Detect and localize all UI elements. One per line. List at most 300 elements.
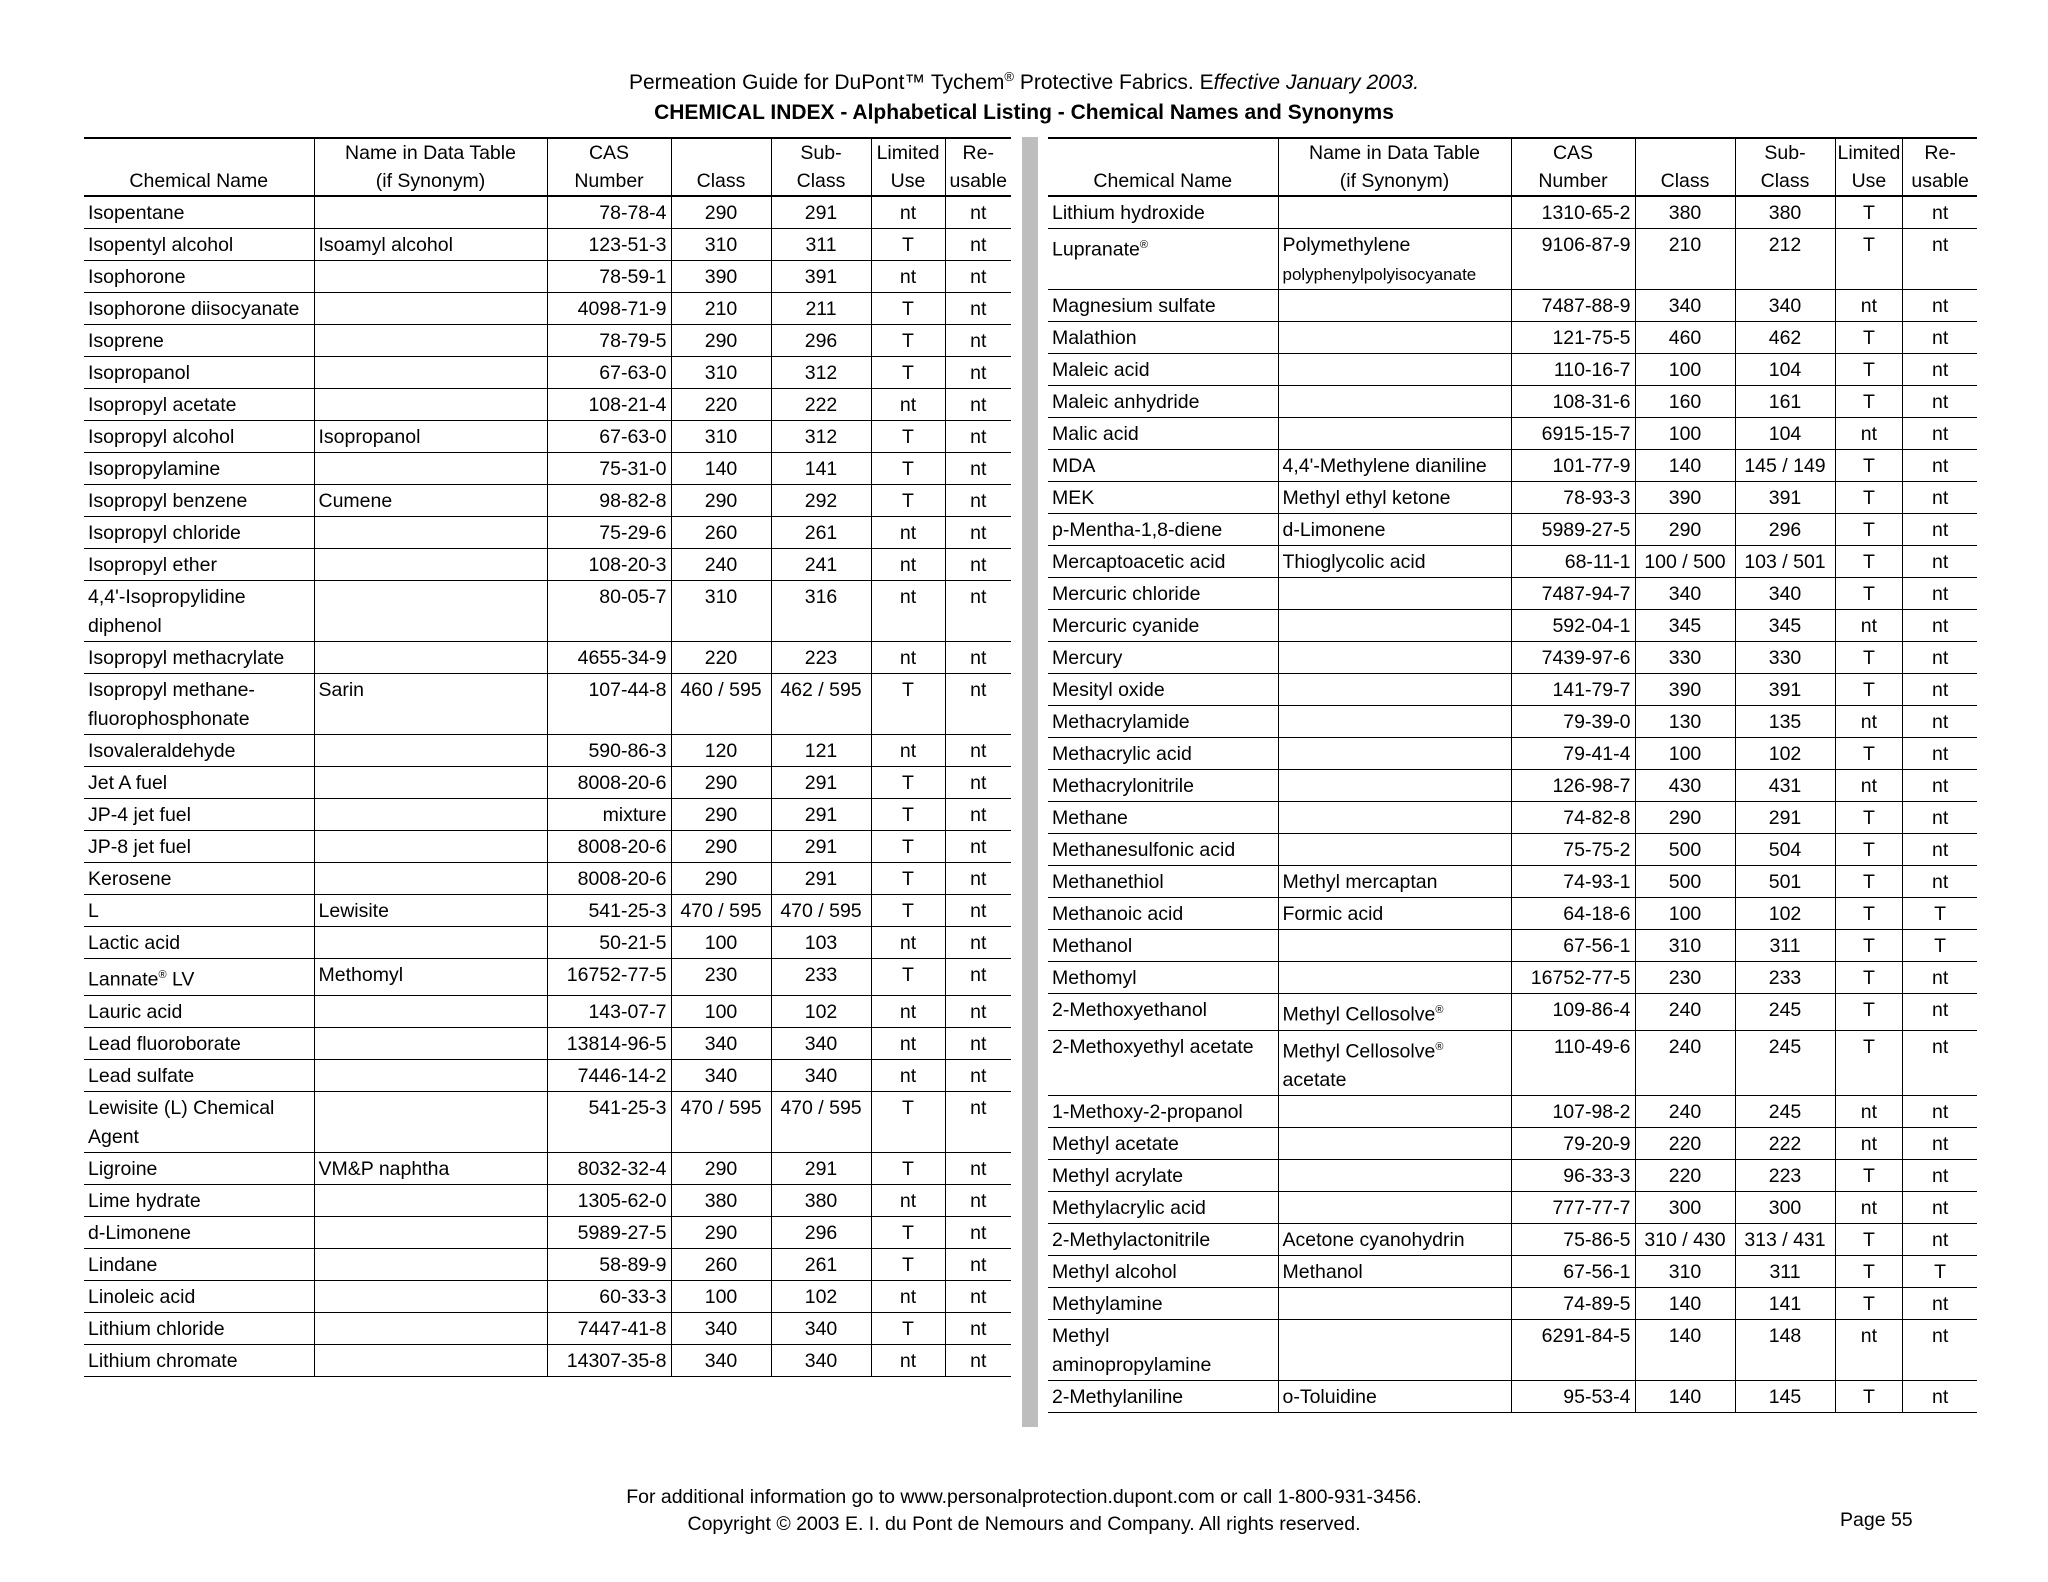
class-cell: 100 — [1635, 898, 1735, 930]
reusable-cell: nt — [945, 831, 1011, 863]
class-cell: 380 — [671, 1184, 771, 1216]
synonym-cell — [1278, 674, 1511, 706]
sub-class-cell: 291 — [771, 831, 871, 863]
limited-use-cell: nt — [871, 735, 945, 767]
registered-mark: ® — [1435, 1004, 1444, 1016]
class-cell: 310 — [1635, 1256, 1735, 1288]
chemical-name-cell: Lead sulfate — [84, 1059, 314, 1091]
reusable-cell: nt — [1903, 229, 1977, 290]
class-cell: 290 — [671, 863, 771, 895]
limited-use-cell: T — [1835, 1381, 1903, 1413]
sub-class-cell: 470 / 595 — [771, 1091, 871, 1152]
cas-number-cell: 78-79-5 — [547, 325, 671, 357]
synonym-cell: Polymethylene polyphenylpolyisocyanate — [1278, 229, 1511, 290]
table-row — [84, 1152, 1011, 1184]
class-cell: 500 — [1635, 834, 1735, 866]
class-cell: 290 — [671, 325, 771, 357]
synonym-cell — [314, 1184, 547, 1216]
table-row — [1048, 290, 1977, 322]
class-cell: 220 — [1635, 1128, 1735, 1160]
sub-class-cell: 102 — [1735, 898, 1835, 930]
cas-number-cell: 141-79-7 — [1511, 674, 1635, 706]
reusable-cell: nt — [1903, 482, 1977, 514]
reusable-cell: nt — [1903, 354, 1977, 386]
cas-number-cell: 75-75-2 — [1511, 834, 1635, 866]
reusable-cell: nt — [945, 581, 1011, 642]
reusable-cell: nt — [1903, 514, 1977, 546]
limited-use-cell: T — [1835, 1030, 1903, 1096]
sub-class-cell: 245 — [1735, 994, 1835, 1031]
header-row — [1048, 138, 1977, 196]
limited-use-cell: T — [871, 293, 945, 325]
class-cell: 310 — [671, 357, 771, 389]
limited-use-cell: nt — [871, 1280, 945, 1312]
sub-class-cell: 313 / 431 — [1735, 1224, 1835, 1256]
class-cell: 340 — [671, 1312, 771, 1344]
synonym-cell — [314, 1027, 547, 1059]
sub-class-cell: 233 — [1735, 962, 1835, 994]
page-header — [0, 62, 2048, 128]
limited-use-cell: T — [1835, 1224, 1903, 1256]
class-cell: 390 — [671, 261, 771, 293]
table-row — [1048, 738, 1977, 770]
sub-class-cell: 291 — [1735, 802, 1835, 834]
table-row — [1048, 1160, 1977, 1192]
chemical-name-cell: d-Limonene — [84, 1216, 314, 1248]
limited-use-cell: T — [871, 453, 945, 485]
table-row — [84, 1027, 1011, 1059]
cas-number-cell: 777-77-7 — [1511, 1192, 1635, 1224]
reusable-cell: nt — [1903, 1381, 1977, 1413]
table-row — [84, 642, 1011, 674]
limited-use-cell: T — [1835, 994, 1903, 1031]
table-row — [1048, 1224, 1977, 1256]
sub-class-cell: 261 — [771, 1248, 871, 1280]
reusable-cell: nt — [1903, 770, 1977, 802]
chemical-name-cell: Isopentyl alcohol — [84, 229, 314, 261]
cas-number-cell: 78-93-3 — [1511, 482, 1635, 514]
class-cell: 100 — [1635, 354, 1735, 386]
cas-number-cell: 5989-27-5 — [547, 1216, 671, 1248]
cas-number-cell: mixture — [547, 799, 671, 831]
synonym-cell: Methyl Cellosolve® acetate — [1278, 1030, 1511, 1096]
class-cell: 100 — [671, 1280, 771, 1312]
cas-number-cell: 7487-94-7 — [1511, 578, 1635, 610]
class-cell: 390 — [1635, 674, 1735, 706]
class-cell: 500 — [1635, 866, 1735, 898]
sub-class-cell: 103 — [771, 927, 871, 959]
table-row — [1048, 1030, 1977, 1096]
limited-use-cell: T — [871, 1152, 945, 1184]
chemical-name-cell: Lewisite (L) Chemical Agent — [84, 1091, 314, 1152]
synonym-cell — [314, 735, 547, 767]
synonym-cell — [314, 995, 547, 1027]
col-header-chemical-name: Chemical Name — [84, 138, 314, 196]
class-cell: 380 — [1635, 196, 1735, 229]
chemical-name-cell: Isopropyl ether — [84, 549, 314, 581]
sub-class-cell: 311 — [1735, 1256, 1835, 1288]
table-row — [1048, 994, 1977, 1031]
limited-use-cell: nt — [871, 1344, 945, 1376]
class-cell: 310 — [671, 581, 771, 642]
limited-use-cell: nt — [871, 1027, 945, 1059]
sub-class-cell: 296 — [1735, 514, 1835, 546]
sub-class-cell: 340 — [1735, 290, 1835, 322]
synonym-cell — [1278, 386, 1511, 418]
table-row — [1048, 834, 1977, 866]
table-row — [1048, 578, 1977, 610]
limited-use-cell: nt — [871, 196, 945, 229]
table-row — [1048, 514, 1977, 546]
limited-use-cell: nt — [871, 549, 945, 581]
limited-use-cell: T — [1835, 898, 1903, 930]
class-cell: 140 — [1635, 1320, 1735, 1381]
class-cell: 160 — [1635, 386, 1735, 418]
synonym-cell — [314, 767, 547, 799]
registered-mark: ® — [1004, 69, 1015, 84]
limited-use-cell: T — [1835, 450, 1903, 482]
class-cell: 290 — [671, 1216, 771, 1248]
chemical-name-cell: 2-Methoxyethanol — [1048, 994, 1278, 1031]
guide-title: Permeation Guide for DuPont™ Tychem® Protective Fabrics. Effective January 2003. — [628, 69, 1420, 94]
limited-use-cell: T — [1835, 738, 1903, 770]
chemical-name-cell: L — [84, 895, 314, 927]
table-row — [84, 453, 1011, 485]
limited-use-cell: T — [871, 1091, 945, 1152]
sub-class-cell: 380 — [771, 1184, 871, 1216]
limited-use-cell: T — [1835, 1160, 1903, 1192]
limited-use-cell: nt — [1835, 706, 1903, 738]
chemical-name-cell: Lactic acid — [84, 927, 314, 959]
chemical-name-cell: Malathion — [1048, 322, 1278, 354]
limited-use-cell: T — [871, 485, 945, 517]
reusable-cell: nt — [1903, 1128, 1977, 1160]
table-row — [84, 357, 1011, 389]
reusable-cell: nt — [945, 517, 1011, 549]
limited-use-cell: T — [1835, 578, 1903, 610]
limited-use-cell: T — [871, 1248, 945, 1280]
class-cell: 290 — [671, 1152, 771, 1184]
reusable-cell: nt — [945, 799, 1011, 831]
class-cell: 340 — [671, 1027, 771, 1059]
limited-use-cell: T — [871, 767, 945, 799]
synonym-cell — [314, 357, 547, 389]
col-header-synonym: Name in Data Table (if Synonym) — [1278, 138, 1511, 196]
cas-number-cell: 79-39-0 — [1511, 706, 1635, 738]
table-row — [84, 831, 1011, 863]
synonym-cell — [314, 642, 547, 674]
synonym-cell — [314, 831, 547, 863]
col-header-cas-number: CAS Number — [547, 138, 671, 196]
reusable-cell: nt — [945, 959, 1011, 996]
table-row — [1048, 770, 1977, 802]
table-row — [1048, 962, 1977, 994]
cas-number-cell: 541-25-3 — [547, 895, 671, 927]
cas-number-cell: 6915-15-7 — [1511, 418, 1635, 450]
sub-class-cell: 431 — [1735, 770, 1835, 802]
synonym-cell — [1278, 770, 1511, 802]
chemical-name-cell: Lauric acid — [84, 995, 314, 1027]
reusable-cell: nt — [945, 1184, 1011, 1216]
column-divider — [1022, 137, 1038, 1427]
synonym-cell — [1278, 290, 1511, 322]
left-table-wrap — [84, 137, 1011, 1377]
limited-use-cell: T — [1835, 1288, 1903, 1320]
limited-use-cell: T — [1835, 482, 1903, 514]
table-row — [1048, 930, 1977, 962]
index-title: CHEMICAL INDEX - Alphabetical Listing - Chemical Names and Synonyms — [654, 101, 1394, 124]
cas-number-cell: 8008-20-6 — [547, 831, 671, 863]
reusable-cell: nt — [1903, 994, 1977, 1031]
cas-number-cell: 5989-27-5 — [1511, 514, 1635, 546]
cas-number-cell: 13814-96-5 — [547, 1027, 671, 1059]
limited-use-cell: nt — [871, 995, 945, 1027]
col-header-synonym: Name in Data Table (if Synonym) — [314, 138, 547, 196]
synonym-cell: 4,4'-Methylene dianiline — [1278, 450, 1511, 482]
reusable-cell: nt — [945, 895, 1011, 927]
table-row — [1048, 386, 1977, 418]
chemical-name-cell: Isopropyl methane-fluorophosphonate — [84, 674, 314, 735]
reusable-cell: nt — [1903, 1096, 1977, 1128]
table-row — [1048, 229, 1977, 290]
chemical-name-cell: Isopropylamine — [84, 453, 314, 485]
synonym-cell: Methomyl — [314, 959, 547, 996]
table-row — [1048, 482, 1977, 514]
header-row — [84, 138, 1011, 196]
cas-number-cell: 108-20-3 — [547, 549, 671, 581]
cas-number-cell: 541-25-3 — [547, 1091, 671, 1152]
cas-number-cell: 79-20-9 — [1511, 1128, 1635, 1160]
col-header-limited-use: Limited Use — [871, 138, 945, 196]
synonym-cell — [314, 1248, 547, 1280]
cas-number-cell: 6291-84-5 — [1511, 1320, 1635, 1381]
limited-use-cell: nt — [871, 261, 945, 293]
table-row — [1048, 1192, 1977, 1224]
footer-copyright: Copyright © 2003 E. I. du Pont de Nemours and Company. All rights reserved. — [687, 1513, 1361, 1535]
class-cell: 340 — [671, 1059, 771, 1091]
limited-use-cell: nt — [871, 581, 945, 642]
chemical-name-cell: Isopropanol — [84, 357, 314, 389]
synonym-cell — [314, 453, 547, 485]
chemical-name-cell: Methyl acetate — [1048, 1128, 1278, 1160]
class-cell: 140 — [1635, 450, 1735, 482]
sub-class-cell: 311 — [771, 229, 871, 261]
registered-mark: ® — [1139, 239, 1148, 251]
reusable-cell: nt — [1903, 322, 1977, 354]
limited-use-cell: nt — [871, 927, 945, 959]
reusable-cell: nt — [1903, 674, 1977, 706]
reusable-cell: nt — [945, 863, 1011, 895]
class-cell: 330 — [1635, 642, 1735, 674]
chemical-index-table-right — [1048, 137, 1977, 1413]
cas-number-cell: 107-98-2 — [1511, 1096, 1635, 1128]
chemical-name-cell: Methanesulfonic acid — [1048, 834, 1278, 866]
class-cell: 260 — [671, 517, 771, 549]
class-cell: 470 / 595 — [671, 895, 771, 927]
synonym-cell — [314, 261, 547, 293]
sub-class-cell: 291 — [771, 767, 871, 799]
limited-use-cell: T — [871, 863, 945, 895]
cas-number-cell: 16752-77-5 — [547, 959, 671, 996]
table-row — [84, 1091, 1011, 1152]
cas-number-cell: 50-21-5 — [547, 927, 671, 959]
reusable-cell: nt — [1903, 1320, 1977, 1381]
chemical-name-cell: Linoleic acid — [84, 1280, 314, 1312]
synonym-cell — [1278, 1288, 1511, 1320]
table-row — [84, 895, 1011, 927]
class-cell: 390 — [1635, 482, 1735, 514]
col-header-sub-class: Sub- Class — [771, 138, 871, 196]
limited-use-cell: T — [1835, 642, 1903, 674]
chemical-name-cell: Ligroine — [84, 1152, 314, 1184]
synonym-cell: Methyl mercaptan — [1278, 866, 1511, 898]
limited-use-cell: nt — [1835, 290, 1903, 322]
limited-use-cell: T — [1835, 1256, 1903, 1288]
col-header-chemical-name: Chemical Name — [1048, 138, 1278, 196]
table-row — [1048, 546, 1977, 578]
table-row — [84, 1248, 1011, 1280]
class-cell: 300 — [1635, 1192, 1735, 1224]
reusable-cell: nt — [945, 389, 1011, 421]
registered-mark: ® — [158, 969, 167, 981]
reusable-cell: nt — [1903, 386, 1977, 418]
sub-class-cell: 470 / 595 — [771, 895, 871, 927]
col-header-reusable: Re- usable — [1903, 138, 1977, 196]
sub-class-cell: 504 — [1735, 834, 1835, 866]
cas-number-cell: 60-33-3 — [547, 1280, 671, 1312]
chemical-name-cell: Mercaptoacetic acid — [1048, 546, 1278, 578]
sub-class-cell: 223 — [771, 642, 871, 674]
col-header-class: Class — [671, 138, 771, 196]
table-row — [84, 581, 1011, 642]
sub-class-cell: 161 — [1735, 386, 1835, 418]
sub-class-cell: 380 — [1735, 196, 1835, 229]
limited-use-cell: nt — [1835, 610, 1903, 642]
chemical-name-cell: 2-Methylaniline — [1048, 1381, 1278, 1413]
limited-use-cell: nt — [1835, 1192, 1903, 1224]
chemical-name-cell: Lupranate® — [1048, 229, 1278, 290]
cas-number-cell: 95-53-4 — [1511, 1381, 1635, 1413]
limited-use-cell: T — [871, 1216, 945, 1248]
cas-number-cell: 7447-41-8 — [547, 1312, 671, 1344]
synonym-cell — [1278, 802, 1511, 834]
chemical-index-table-left — [84, 137, 1011, 1377]
reusable-cell: nt — [1903, 1192, 1977, 1224]
table-row — [1048, 674, 1977, 706]
chemical-name-cell: MDA — [1048, 450, 1278, 482]
sub-class-cell: 245 — [1735, 1030, 1835, 1096]
limited-use-cell: T — [1835, 962, 1903, 994]
sub-class-cell: 291 — [771, 863, 871, 895]
col-header-cas-number: CAS Number — [1511, 138, 1635, 196]
cas-number-cell: 1305-62-0 — [547, 1184, 671, 1216]
sub-class-cell: 300 — [1735, 1192, 1835, 1224]
reusable-cell: nt — [1903, 450, 1977, 482]
class-cell: 210 — [671, 293, 771, 325]
synonym-cell — [1278, 322, 1511, 354]
sub-class-cell: 391 — [771, 261, 871, 293]
cas-number-cell: 1310-65-2 — [1511, 196, 1635, 229]
sub-class-cell: 312 — [771, 357, 871, 389]
limited-use-cell: nt — [1835, 1128, 1903, 1160]
synonym-cell — [1278, 1160, 1511, 1192]
chemical-name-cell: 2-Methoxyethyl acetate — [1048, 1030, 1278, 1096]
synonym-cell — [314, 517, 547, 549]
synonym-cell: Formic acid — [1278, 898, 1511, 930]
synonym-cell — [1278, 738, 1511, 770]
table-row — [84, 196, 1011, 229]
class-cell: 230 — [671, 959, 771, 996]
table-row — [84, 293, 1011, 325]
table-row — [84, 389, 1011, 421]
table-row — [1048, 1256, 1977, 1288]
cas-number-cell: 80-05-7 — [547, 581, 671, 642]
class-cell: 140 — [671, 453, 771, 485]
reusable-cell: nt — [1903, 610, 1977, 642]
class-cell: 290 — [671, 831, 771, 863]
synonym-cell — [314, 293, 547, 325]
table-row — [84, 927, 1011, 959]
reusable-cell: nt — [945, 549, 1011, 581]
synonym-cell: d-Limonene — [1278, 514, 1511, 546]
table-row — [84, 261, 1011, 293]
class-cell: 100 — [1635, 418, 1735, 450]
class-cell: 310 — [671, 421, 771, 453]
class-cell: 290 — [671, 767, 771, 799]
class-cell: 220 — [1635, 1160, 1735, 1192]
synonym-cell — [1278, 196, 1511, 229]
class-cell: 470 / 595 — [671, 1091, 771, 1152]
table-row — [1048, 1128, 1977, 1160]
limited-use-cell: T — [1835, 229, 1903, 290]
reusable-cell: nt — [945, 453, 1011, 485]
class-cell: 140 — [1635, 1381, 1735, 1413]
chemical-name-cell: Lithium chromate — [84, 1344, 314, 1376]
chemical-name-cell: Isovaleraldehyde — [84, 735, 314, 767]
table-row — [84, 1344, 1011, 1376]
synonym-cell — [1278, 1096, 1511, 1128]
sub-class-cell: 148 — [1735, 1320, 1835, 1381]
synonym-cell — [1278, 1192, 1511, 1224]
class-cell: 290 — [671, 485, 771, 517]
reusable-cell: nt — [945, 357, 1011, 389]
limited-use-cell: nt — [1835, 1096, 1903, 1128]
sub-class-cell: 340 — [771, 1312, 871, 1344]
sub-class-cell: 292 — [771, 485, 871, 517]
class-cell: 100 — [671, 995, 771, 1027]
chemical-name-cell: Malic acid — [1048, 418, 1278, 450]
reusable-cell: nt — [1903, 290, 1977, 322]
table-row — [84, 863, 1011, 895]
reusable-cell: nt — [945, 1280, 1011, 1312]
chemical-name-cell: Methacrylamide — [1048, 706, 1278, 738]
reusable-cell: nt — [1903, 642, 1977, 674]
synonym-cell — [314, 1312, 547, 1344]
limited-use-cell: nt — [871, 642, 945, 674]
table-row — [84, 735, 1011, 767]
limited-use-cell: T — [1835, 196, 1903, 229]
reusable-cell: nt — [1903, 802, 1977, 834]
chemical-name-cell: Mesityl oxide — [1048, 674, 1278, 706]
chemical-name-cell: Isopropyl methacrylate — [84, 642, 314, 674]
reusable-cell: nt — [945, 674, 1011, 735]
synonym-cell: Isopropanol — [314, 421, 547, 453]
table-row — [1048, 610, 1977, 642]
limited-use-cell: nt — [1835, 1320, 1903, 1381]
sub-class-cell: 340 — [771, 1344, 871, 1376]
sub-class-cell: 233 — [771, 959, 871, 996]
chemical-name-cell: JP-8 jet fuel — [84, 831, 314, 863]
